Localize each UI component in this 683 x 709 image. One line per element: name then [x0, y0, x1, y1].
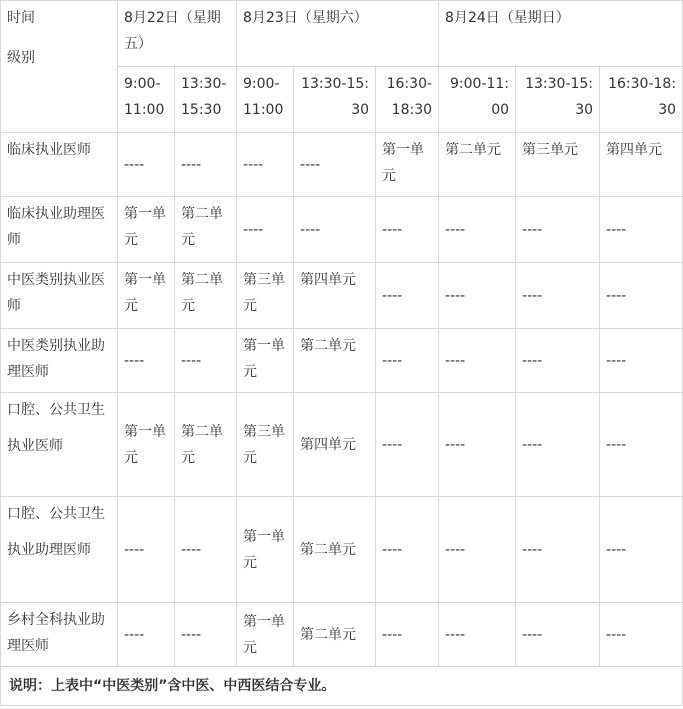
header-corner-cell [1, 1, 118, 133]
table-row [1, 329, 683, 393]
exam-unit-cell: 第一单元 [237, 329, 294, 393]
exam-unit-cell: 第四单元 [294, 263, 376, 329]
empty-slot-cell: ---- [600, 329, 683, 393]
empty-slot-cell: ---- [439, 603, 516, 667]
empty-slot-cell: ---- [118, 329, 175, 393]
empty-slot-cell: ---- [175, 329, 237, 393]
empty-slot-cell: ---- [516, 197, 600, 263]
empty-slot-cell: ---- [439, 197, 516, 263]
date-header-cell: 8月23日（星期六） [237, 1, 439, 67]
exam-unit-cell: 第二单元 [175, 197, 237, 263]
table-row [1, 197, 683, 263]
level-cell [1, 497, 118, 603]
level-line: 执业助理医师 [7, 542, 91, 558]
footnote: 说明：上表中“中医类别”含中医、中西医结合专业。 [1, 667, 683, 706]
table-row [1, 497, 683, 603]
exam-unit-cell: 第二单元 [294, 497, 376, 603]
exam-unit-cell: 第一单元 [118, 393, 175, 497]
empty-slot-cell: ---- [376, 197, 439, 263]
exam-unit-cell: 第四单元 [600, 133, 683, 197]
empty-slot-cell: ---- [600, 497, 683, 603]
exam-unit-cell: 第一单元 [237, 497, 294, 603]
empty-slot-cell: ---- [516, 497, 600, 603]
empty-slot-cell: ---- [237, 197, 294, 263]
level-line: 执业医师 [7, 438, 63, 454]
time-slot-cell: 13:30-15:30 [516, 67, 600, 133]
exam-unit-cell: 第四单元 [294, 393, 376, 497]
date-header-cell: 8月24日（星期日） [439, 1, 683, 67]
time-slot-cell: 13:30-15:30 [294, 67, 376, 133]
empty-slot-cell: ---- [376, 329, 439, 393]
empty-slot-cell: ---- [600, 393, 683, 497]
time-slot-cell: 16:30-18:30 [600, 67, 683, 133]
empty-slot-cell: ---- [516, 329, 600, 393]
table-row [1, 393, 683, 497]
empty-slot-cell: ---- [294, 197, 376, 263]
exam-unit-cell: 第二单元 [294, 329, 376, 393]
time-slot-cell: 9:00-11:00 [439, 67, 516, 133]
empty-slot-cell: ---- [118, 603, 175, 667]
empty-slot-cell: ---- [294, 133, 376, 197]
empty-slot-cell: ---- [600, 197, 683, 263]
level-cell: 中医类别执业医师 [1, 263, 118, 329]
level-cell: 中医类别执业助理医师 [1, 329, 118, 393]
time-slot-cell: 13:30-15:30 [175, 67, 237, 133]
level-cell [1, 393, 118, 497]
empty-slot-cell: ---- [439, 329, 516, 393]
exam-unit-cell: 第一单元 [237, 603, 294, 667]
empty-slot-cell: ---- [516, 603, 600, 667]
exam-unit-cell: 第一单元 [376, 133, 439, 197]
table-row [1, 263, 683, 329]
empty-slot-cell: ---- [439, 263, 516, 329]
empty-slot-cell: ---- [439, 393, 516, 497]
empty-slot-cell: ---- [237, 133, 294, 197]
empty-slot-cell: ---- [118, 133, 175, 197]
level-line: 口腔、公共卫生 [7, 402, 105, 418]
time-label: 时间 [7, 10, 35, 26]
table-row [1, 133, 683, 197]
empty-slot-cell: ---- [175, 497, 237, 603]
empty-slot-cell: ---- [600, 603, 683, 667]
exam-unit-cell: 第二单元 [294, 603, 376, 667]
time-slot-cell: 9:00-11:00 [118, 67, 175, 133]
empty-slot-cell: ---- [376, 497, 439, 603]
empty-slot-cell: ---- [516, 263, 600, 329]
empty-slot-cell: ---- [376, 263, 439, 329]
table-row [1, 603, 683, 667]
exam-unit-cell: 第二单元 [439, 133, 516, 197]
level-label: 级别 [7, 50, 35, 66]
empty-slot-cell: ---- [439, 497, 516, 603]
level-cell: 乡村全科执业助理医师 [1, 603, 118, 667]
time-slot-cell: 9:00-11:00 [237, 67, 294, 133]
empty-slot-cell: ---- [118, 497, 175, 603]
empty-slot-cell: ---- [600, 263, 683, 329]
exam-unit-cell: 第二单元 [175, 263, 237, 329]
empty-slot-cell: ---- [376, 603, 439, 667]
empty-slot-cell: ---- [175, 603, 237, 667]
exam-unit-cell: 第一单元 [118, 197, 175, 263]
exam-unit-cell: 第三单元 [237, 393, 294, 497]
exam-unit-cell: 第三单元 [237, 263, 294, 329]
empty-slot-cell: ---- [175, 133, 237, 197]
exam-unit-cell: 第三单元 [516, 133, 600, 197]
time-slot-cell: 16:30-18:30 [376, 67, 439, 133]
exam-unit-cell: 第二单元 [175, 393, 237, 497]
exam-unit-cell: 第一单元 [118, 263, 175, 329]
empty-slot-cell: ---- [376, 393, 439, 497]
level-line: 口腔、公共卫生 [7, 506, 105, 522]
empty-slot-cell: ---- [516, 393, 600, 497]
level-cell: 临床执业助理医师 [1, 197, 118, 263]
level-cell: 临床执业医师 [1, 133, 118, 197]
date-header-cell: 8月22日（星期五） [118, 1, 237, 67]
